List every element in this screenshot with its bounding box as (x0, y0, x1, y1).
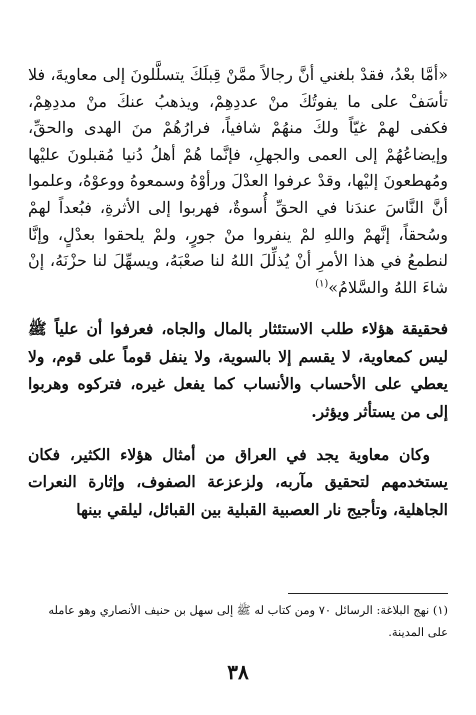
footnote-reference: (١) (315, 278, 329, 290)
paragraph-2: وكان معاوية يجد في العراق من أمثال هؤلاء الكثير، فكان يستخدمهم لتحقيق مآربه، ولزعزعة الصفوف، وإثارة النعرات الجاهلية، وتأجيج نار العصبية القبلية بين القبائل، ليلقي بينها (28, 444, 448, 519)
page-number: ٣٨ (227, 660, 249, 684)
footnote: (١) نهج البلاغة: الرسائل ٧٠ ومن كتاب له ﷺ إلى سهل بن حنيف الأنصاري وهو عامله على المدينة. (48, 603, 448, 639)
footnote-separator (288, 593, 448, 594)
quote-text: «أمَّا بعْدُ، فقدْ بلغني أنَّ رجالاً ممَّنْ قِبلَكَ يتسلَّلونَ إلى معاويةَ، فلا تأسَفْ على ما يفوتُكَ منْ عددِهِمْ، ويذهبُ عنكَ منْ مددِهِمْ، فكفى لهمْ غيّاً ولكَ منهُمْ شافياً، فرارُهُمْ منَ الهدى والحقِّ، وإيضاعُهُمْ إلى العمى والجهلِ، فإنَّما هُمْ أهلُ دُنيا مُقبلونَ عليْها ومُهطعونَ إليْها، وقدْ عرفوا العدْلَ ورأوْهُ وسمعوهُ ووعوْهُ، وعلموا أنَّ النَّاسَ عندَنا في الحقِّ أُسوةٌ، فهربوا إلى الأثرةِ، فبُعداً لهمْ وسُحقاً، إنَّهمْ واللهِ لمْ ينفروا منْ جورٍ، ولمْ يلحقوا بعدْلٍ، وإنَّا لنطمعُ في هذا الأمرِ أنْ يُذلِّلَ اللهُ لنا صعْبَهُ، ويسهِّلَ لنا حزْنَهُ، إنْ شاءَ اللهُ والسَّلامُ» (28, 65, 448, 297)
paragraph-1: فحقيقة هؤلاء طلب الاستئثار بالمال والجاه، فعرفوا أن علياً ﷺ ليس كمعاوية، لا يقسم إلا بالسوية، ولا ينفل قوماً على قوم، ولا يعطي على الأحساب والأنساب كما يفعل غيره، فتركوه وهربوا إلى من يستأثر ويؤثر. (28, 319, 448, 421)
quoted-letter (28, 62, 448, 301)
main-text (28, 62, 448, 523)
